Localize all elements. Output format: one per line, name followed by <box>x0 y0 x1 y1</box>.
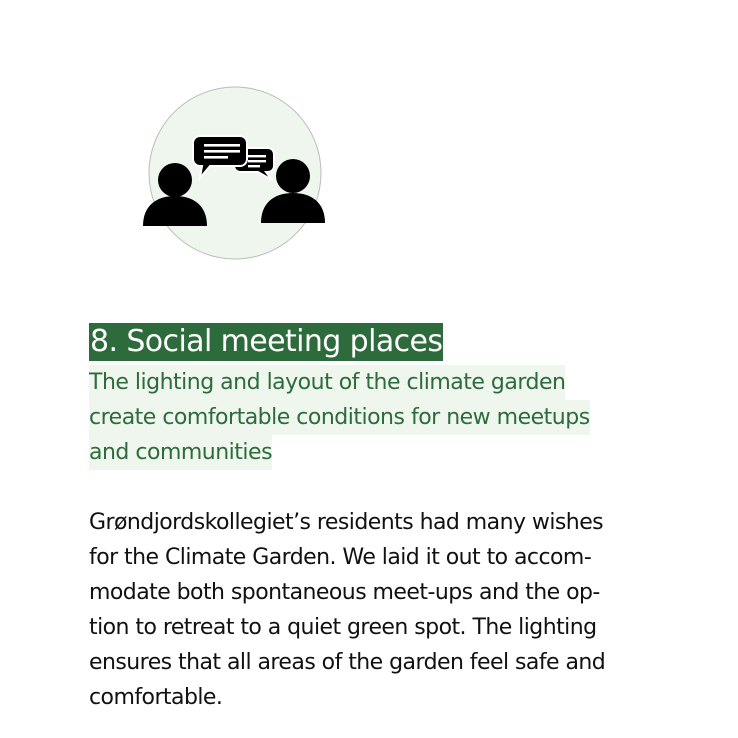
body-line: ensures that all areas of the garden feel safe and <box>89 650 606 675</box>
section-subtitle <box>89 365 689 470</box>
body-line: modate both spontaneous meet-ups and the op- <box>89 580 600 605</box>
body-line: tion to retreat to a quiet green spot. The lighting <box>89 615 597 640</box>
body-line: comfortable. <box>89 685 223 710</box>
body-line: for the Climate Garden. We laid it out to accom- <box>89 545 592 570</box>
body-line: Grøndjordskollegiet’s residents had many wishes <box>89 510 604 535</box>
section-heading <box>89 323 689 470</box>
subtitle-line: The lighting and layout of the climate garden <box>89 365 565 400</box>
section-title: 8. Social meeting places <box>90 324 443 359</box>
subtitle-line: create comfortable conditions for new meetups <box>89 400 590 435</box>
body-paragraph <box>89 505 689 715</box>
conversation-icon <box>140 86 328 262</box>
subtitle-line: and communities <box>89 435 272 470</box>
